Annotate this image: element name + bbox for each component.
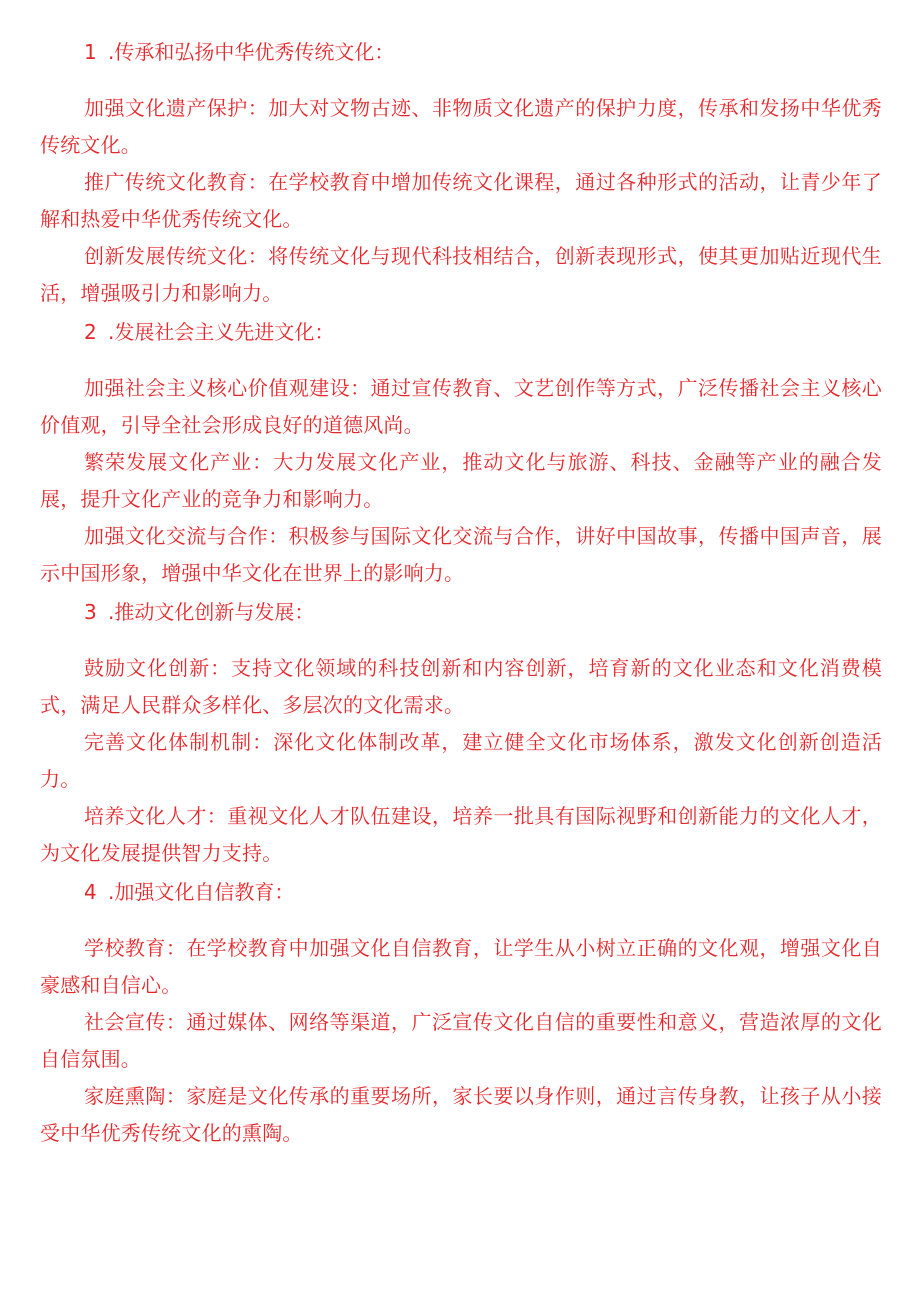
paragraph: 推广传统文化教育：在学校教育中增加传统文化课程，通过各种形式的活动，让青少年了解和热爱中华优秀传统文化。 [40,170,882,231]
section-number: 1 [84,40,97,64]
paragraph: 加强文化遗产保护：加大对文物古迹、非物质文化遗产的保护力度，传承和发扬中华优秀传统文化。 [40,96,882,157]
paragraph: 学校教育：在学校教育中加强文化自信教育，让学生从小树立正确的文化观，增强文化自豪感和自信心。 [40,936,882,997]
section-heading [40,874,882,910]
paragraph: 完善文化体制机制：深化文化体制改革，建立健全文化市场体系，激发文化创新创造活力。 [40,730,882,791]
section-heading [40,594,882,630]
paragraph: 鼓励文化创新：支持文化领域的科技创新和内容创新，培育新的文化业态和文化消费模式，满足人民群众多样化、多层次的文化需求。 [40,656,882,717]
section-2 [40,314,882,592]
paragraph: 创新发展传统文化：将传统文化与现代科技相结合，创新表现形式，使其更加贴近现代生活，增强吸引力和影响力。 [40,244,882,305]
section-title: .发展社会主义先进文化： [108,320,335,344]
section-number: 4 [84,880,97,904]
section-heading [40,34,882,70]
paragraph: 加强文化交流与合作：积极参与国际文化交流与合作，讲好中国故事，传播中国声音，展示中国形象，增强中华文化在世界上的影响力。 [40,524,882,585]
section-title: .加强文化自信教育： [108,880,295,904]
section-4 [40,874,882,1152]
document-body [40,34,882,1154]
section-title: .推动文化创新与发展： [108,600,315,624]
section-heading [40,314,882,350]
paragraph: 加强社会主义核心价值观建设：通过宣传教育、文艺创作等方式，广泛传播社会主义核心价值观，引导全社会形成良好的道德风尚。 [40,376,882,437]
section-number: 2 [84,320,97,344]
paragraph: 培养文化人才：重视文化人才队伍建设，培养一批具有国际视野和创新能力的文化人才，为文化发展提供智力支持。 [40,804,882,865]
section-1 [40,34,882,312]
paragraph: 繁荣发展文化产业：大力发展文化产业，推动文化与旅游、科技、金融等产业的融合发展，提升文化产业的竞争力和影响力。 [40,450,882,511]
section-3 [40,594,882,872]
paragraph: 家庭熏陶：家庭是文化传承的重要场所，家长要以身作则，通过言传身教，让孩子从小接受中华优秀传统文化的熏陶。 [40,1084,882,1145]
section-number: 3 [84,600,97,624]
section-title: .传承和弘扬中华优秀传统文化： [108,40,395,64]
paragraph: 社会宣传：通过媒体、网络等渠道，广泛宣传文化自信的重要性和意义，营造浓厚的文化自信氛围。 [40,1010,882,1071]
